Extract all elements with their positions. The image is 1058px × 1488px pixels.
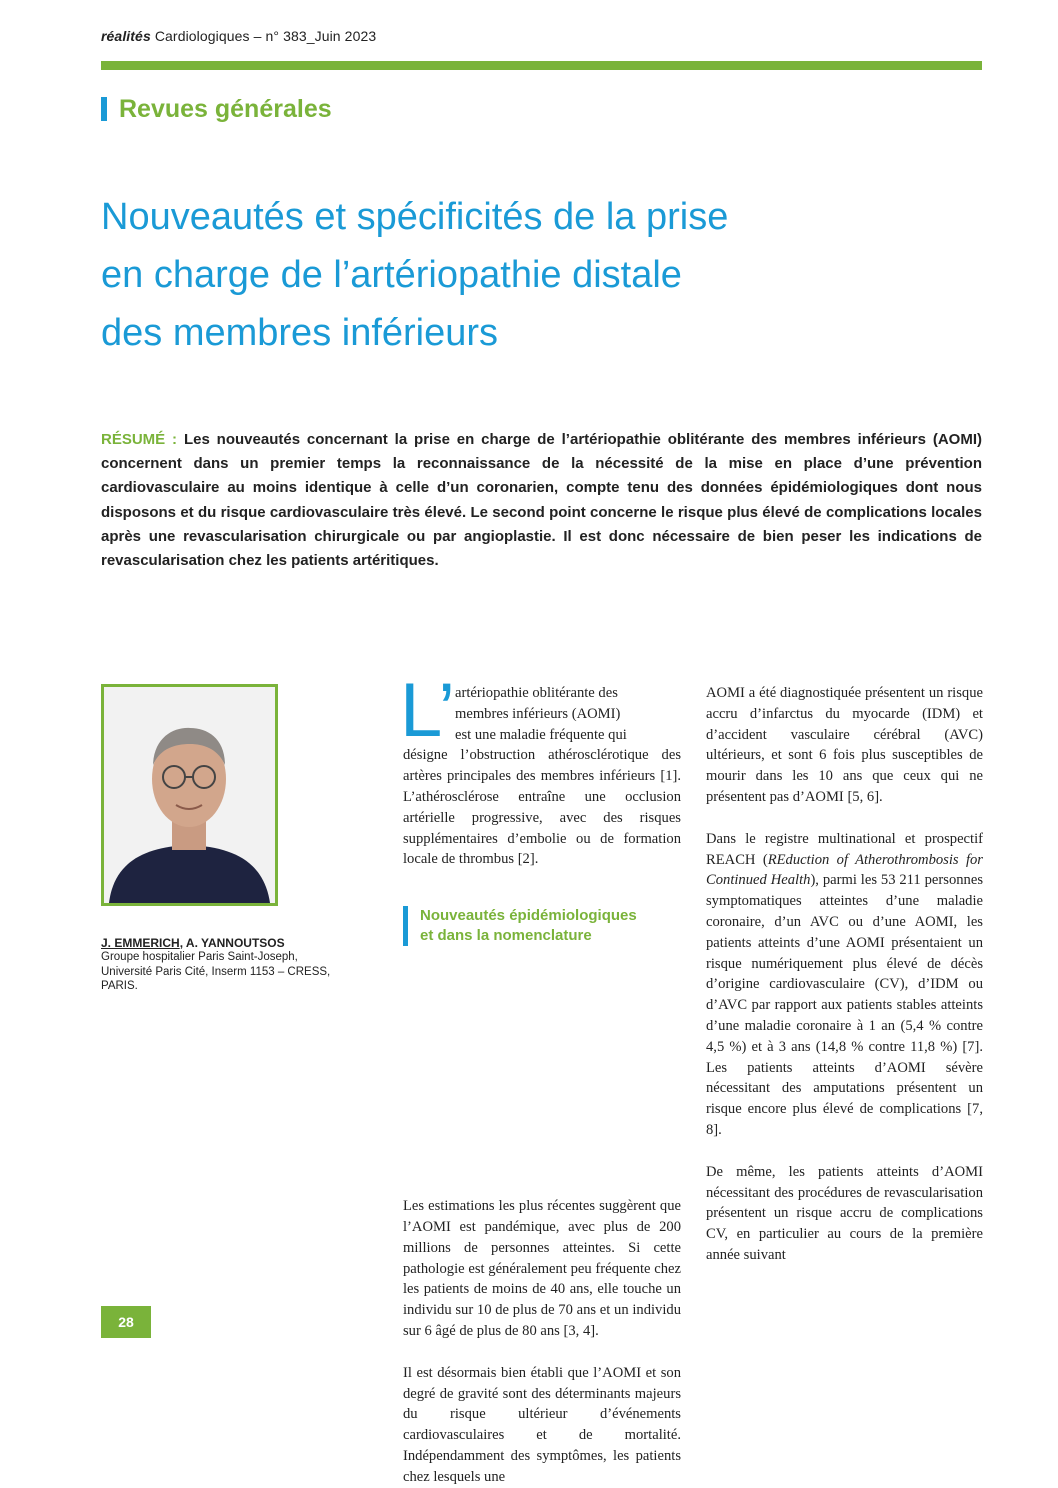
affiliation-line: Université Paris Cité, Inserm 1153 – CRESS, [101, 965, 331, 978]
text-run: Dans le registre multinational et prospectif REACH ( [706, 830, 983, 868]
title-line: des membres inférieurs [101, 312, 499, 354]
title-line: Nouveautés et spécificités de la prise [101, 196, 729, 238]
subsection-line: et dans la nomenclature [420, 927, 592, 944]
italic-run: REduction of Atherothrombosis for Continued Health [706, 851, 983, 889]
journal-name: réalités [101, 28, 151, 44]
author-separator: , [179, 936, 186, 950]
article-title [101, 188, 981, 362]
issue-info: Cardiologiques – n° 383_Juin 2023 [150, 28, 377, 44]
paragraph: Les estimations les plus récentes suggèrent que l’AOMI est pandémique, avec plus de 200 millions de personnes atteintes. Si cette pathologie est généralement peu fréquente chez les patients de moins de 40 ans, elle touche un individu sur 10 de plus de 70 ans et un individu sur 6 âgé de plus de 80 ans [3, 4]. [403, 1198, 681, 1339]
subsection-line: Nouveautés épidémiologiques [420, 907, 637, 924]
text-column-1 [403, 683, 681, 1488]
author-names [101, 936, 351, 950]
page-number: 28 [101, 1306, 151, 1338]
abstract-label: RÉSUMÉ : [101, 431, 178, 448]
affiliation-line: Groupe hospitalier Paris Saint-Joseph, [101, 951, 298, 964]
drop-cap: L’ [400, 668, 455, 753]
paragraph: De même, les patients atteints d’AOMI nécessitant des procédures de revascularisation présentent un risque accru de complications CV, en particulier au cours de la première année suivant [706, 1163, 983, 1263]
subsection-heading [403, 906, 683, 946]
intro-line: artériopathie oblitérante des [455, 685, 618, 701]
paragraph: désigne l’obstruction athérosclérotique des artères principales des membres inférieurs [1]. L’athérosclérose entraîne une occlusion artérielle progressive, avec des risques supplémentaires d’embolie ou de formation locale de thrombus [2]. [403, 747, 681, 868]
text-column-2 [706, 683, 983, 1266]
author-name: J. EMMERICH [101, 936, 180, 950]
subsection-title [420, 906, 637, 946]
author-name: A. YANNOUTSOS [185, 936, 285, 950]
running-header [101, 28, 376, 44]
title-line: en charge de l’artériopathie distale [101, 254, 682, 296]
abstract-text: Les nouveautés concernant la prise en charge de l’artériopathie oblitérante des membres inférieurs (AOMI) concernent dans un premier temps la reconnaissance de la nécessité de la mise en place d’une prévention cardiovasculaire au moins identique à celle d’un coronarien, compte tenu des données épidémiologiques dont nous disposons et du risque cardiovasculaire très élevé. Le second point concerne le risque plus élevé de complications locales après une revascularisation chirurgicale ou par angioplastie. Il est donc nécessaire de bien peser les indications de revascularisation chez les patients artéritiques. [101, 431, 982, 570]
intro-line: membres inférieurs (AOMI) [455, 705, 621, 722]
paragraph: Il est désormais bien établi que l’AOMI et son degré de gravité sont des déterminants majeurs du risque ultérieur d’événements cardiovasculaires et de mortalité. Indépendamment des symptômes, les patients chez lesquels une [403, 1364, 681, 1485]
author-block [101, 936, 351, 994]
affiliation-line: PARIS. [101, 980, 138, 993]
header-rule [101, 61, 982, 70]
section-heading [101, 92, 332, 126]
author-photo [101, 684, 278, 906]
abstract [101, 428, 982, 573]
paragraph: AOMI a été diagnostiquée présentent un risque accru d’infarctus du myocarde (IDM) et d’accident vasculaire cérébral (AVC) ultérieurs, et sont 6 fois plus susceptibles de mourir dans les 10 ans que ceux qui ne présentent pas d’AOMI [5, 6]. [706, 685, 983, 805]
section-marker [101, 97, 107, 121]
section-label: Revues générales [119, 94, 332, 123]
paragraph [706, 829, 983, 1141]
subsection-marker [403, 906, 408, 946]
text-run: ), parmi les 53 211 personnes symptomatiques atteintes d’une maladie coronaire, d’un AVC ou d’une AOMI, les patients atteints d’une AOMI présentaient un risque numériquement plus élevé de décès d’origine cardiovasculaire (CV), d’IDM ou d’AVC par rapport aux patients stables atteints d’une maladie coronaire à 1 an (5,4 % contre 4,5 %) et à 3 ans (14,8 % contre 11,8 %) [7]. Les patients atteints d’AOMI sévère nécessitant des amputations présentent un risque encore plus élevé de complications [7, 8]. [706, 872, 983, 1138]
intro-line: est une maladie fréquente qui [455, 726, 627, 743]
author-portrait-image [104, 687, 275, 903]
